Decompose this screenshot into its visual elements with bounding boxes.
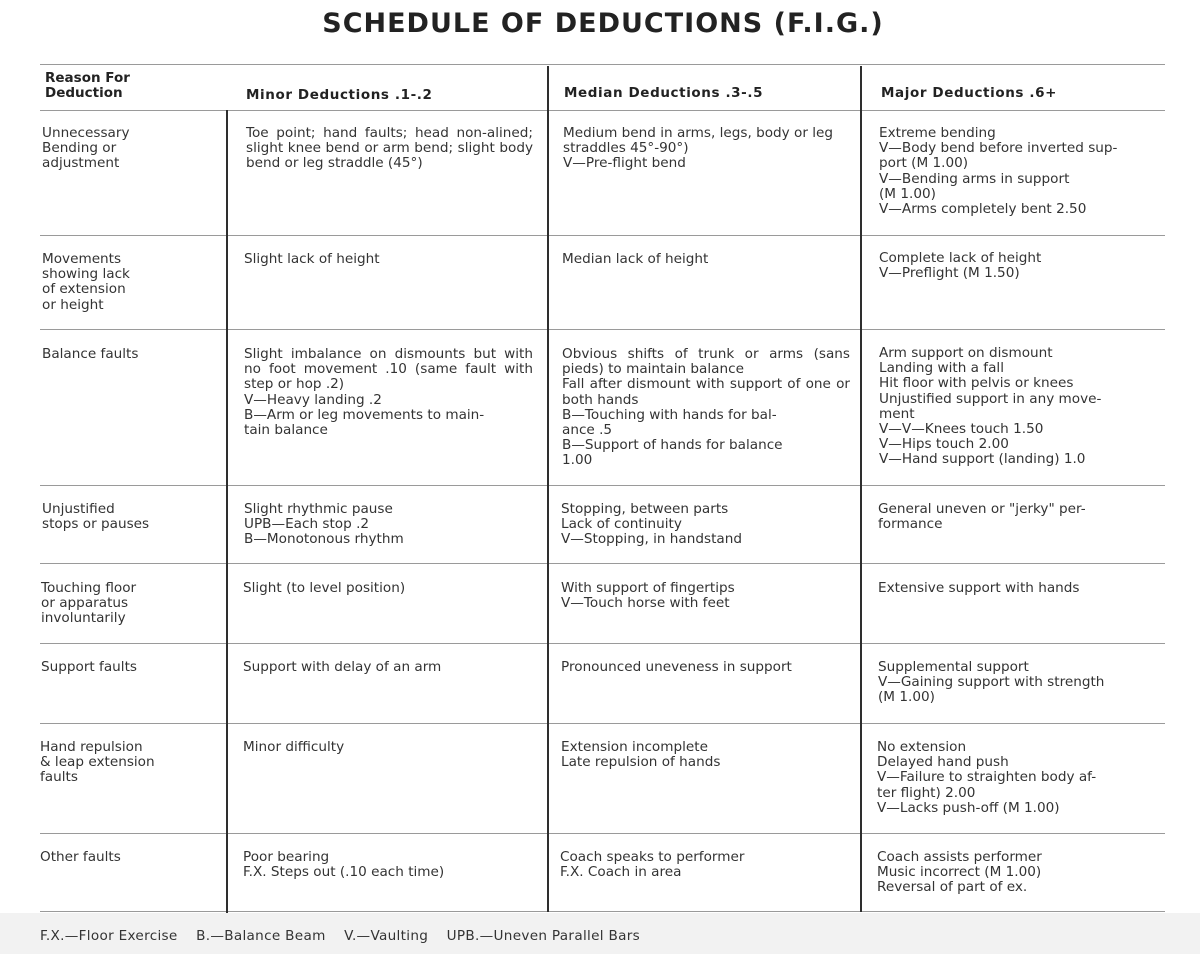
minor-cell: Poor bearing F.X. Steps out (.10 each time) [243,849,445,881]
rule-row-5 [40,643,1165,644]
major-cell: No extension Delayed hand push V—Failure to straighten body af- ter flight) 2.00 V—Lacks push-off (M 1.00) [877,739,1097,816]
minor-cell: Slight imbalance on dismounts but with no foot movement .10 (same fault with step or hop .2) V—Heavy landing .2 B—Arm or leg movements to main- tain balance [244,346,533,439]
rule-top [40,64,1165,65]
major-cell: Arm support on dismount Landing with a fall Hit floor with pelvis or knees Unjustified support in any move- ment V—V—Knees touch 1.50 V—Hips touch 2.00 V—Hand support (landing) 1.0 [879,345,1102,468]
rule-row-2 [40,329,1165,330]
reason-cell: Support faults [41,659,137,675]
rule-row-7 [40,833,1165,834]
header-median: Median Deductions .3-.5 [564,85,764,101]
minor-cell: Minor difficulty [243,739,345,755]
footer-legend: F.X.—Floor Exercise B.—Balance Beam V.—Vaulting UPB.—Uneven Parallel Bars [40,928,640,944]
major-cell: Supplemental support V—Gaining support with strength (M 1.00) [878,659,1105,706]
rule-header [40,110,1165,111]
reason-cell: Unnecessary Bending or adjustment [42,125,130,172]
column-divider-2 [547,66,549,912]
median-cell: Obvious shifts of trunk or arms (sans pieds) to maintain balance Fall after dismount with support of one or both hands B—Touching with hands for bal- ance .5 B—Support of hands for balance 1.00 [562,346,850,469]
rule-row-3 [40,485,1165,486]
minor-cell: Slight lack of height [244,251,380,267]
column-divider-1 [226,110,228,916]
minor-cell: Support with delay of an arm [243,659,442,675]
minor-cell: Toe point; hand faults; head non-alined; slight knee bend or arm bend; slight body bend or leg straddle (45°) [246,125,533,172]
header-minor: Minor Deductions .1-.2 [246,87,433,103]
rule-row-6 [40,723,1165,724]
reason-cell: Hand repulsion & leap extension faults [40,739,155,786]
reason-cell: Unjustified stops or pauses [42,501,150,533]
major-cell: Coach assists performer Music incorrect (M 1.00) Reversal of part of ex. [877,849,1042,896]
reason-cell: Touching floor or apparatus involuntarily [41,580,137,627]
minor-cell: Slight rhythmic pause UPB—Each stop .2 B—Monotonous rhythm [244,501,404,548]
major-cell: General uneven or "jerky" per- formance [878,501,1086,533]
major-cell: Extreme bending V—Body bend before inverted sup- port (M 1.00) V—Bending arms in support (M 1.00) V—Arms completely bent 2.50 [879,125,1118,218]
major-cell: Complete lack of height V—Preflight (M 1.50) [879,250,1042,282]
header-major: Major Deductions .6+ [881,85,1057,101]
major-cell: Extensive support with hands [878,580,1080,596]
minor-cell: Slight (to level position) [243,580,406,596]
median-cell: Median lack of height [562,251,709,267]
median-cell: Medium bend in arms, legs, body or leg straddles 45°-90°) V—Pre-flight bend [563,125,834,172]
median-cell: Pronounced uneveness in support [561,659,792,675]
reason-cell: Other faults [40,849,121,865]
reason-cell: Movements showing lack of extension or height [42,251,130,313]
median-cell: Extension incomplete Late repulsion of hands [561,739,721,771]
median-cell: Stopping, between parts Lack of continuity V—Stopping, in handstand [561,501,742,548]
median-cell: With support of fingertips V—Touch horse with feet [561,580,735,612]
median-cell: Coach speaks to performer F.X. Coach in area [560,849,745,881]
page-title: SCHEDULE OF DEDUCTIONS (F.I.G.) [322,8,884,39]
rule-bottom [40,911,1165,912]
rule-row-4 [40,563,1165,564]
column-divider-3 [860,66,862,912]
rule-row-1 [40,235,1165,236]
reason-cell: Balance faults [42,346,139,362]
header-reason: Reason For Deduction [45,70,130,101]
